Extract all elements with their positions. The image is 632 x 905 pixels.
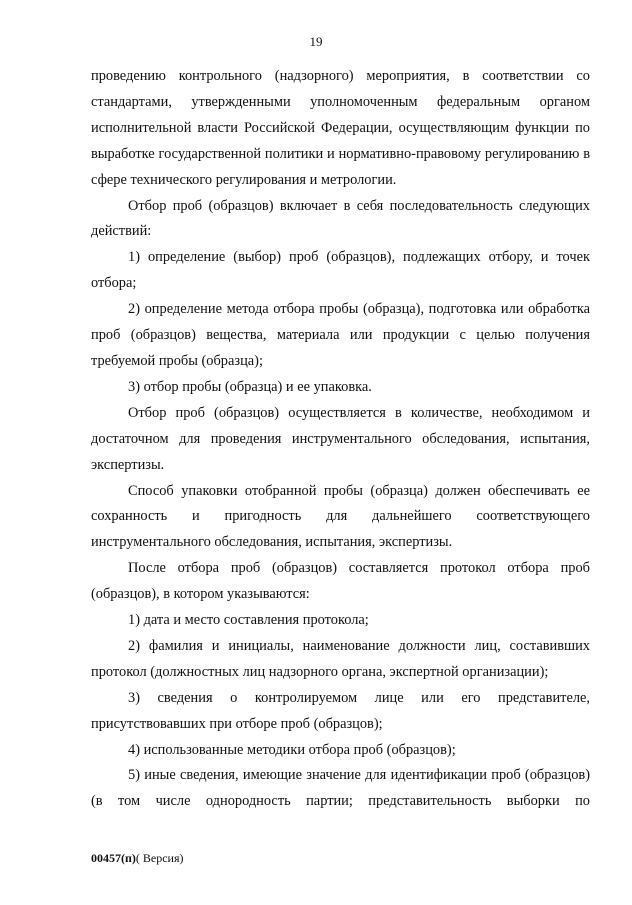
document-body	[91, 64, 590, 815]
paragraph: Отбор проб (образцов) осуществляется в количестве, необходимом и достаточном для проведения инструментального обследования, испытания, экспертизы.	[91, 404, 590, 473]
page-number: 19	[309, 34, 323, 49]
paragraph: После отбора проб (образцов) составляется протокол отбора проб (образцов), в котором указываются:	[91, 560, 590, 603]
list-item: 1) дата и место составления протокола;	[128, 612, 369, 629]
list-item: 2) фамилия и инициалы, наименование должности лиц, составивших протокол (должностных лиц надзорного органа, экспертной организации);	[91, 637, 590, 680]
paragraph: Отбор проб (образцов) включает в себя последовательность следующих действий:	[91, 197, 590, 240]
footer-document-code	[91, 851, 184, 866]
list-item: 3) сведения о контролируемом лице или его представителе, присутствовавших при отборе проб (образцов);	[91, 689, 590, 732]
list-item: 1) определение (выбор) проб (образцов), подлежащих отбору, и точек отбора;	[91, 249, 590, 292]
list-item: 4) использованные методики отбора проб (образцов);	[128, 741, 456, 758]
list-item: 3) отбор пробы (образца) и ее упаковка.	[128, 378, 372, 395]
list-item: 5) иные сведения, имеющие значение для идентификации проб (образцов) (в том числе однородность партии; представительность выборки по	[91, 767, 590, 810]
list-item: 2) определение метода отбора пробы (образца), подготовка или обработка проб (образцов) вещества, материала или продукции с целью получения требуемой пробы (образца);	[91, 301, 590, 369]
document-code: 00457(п)	[91, 851, 136, 865]
paragraph: проведению контрольного (надзорного) мероприятия, в соответствии со стандартами, утвержденными уполномоченным федеральным органом исполнительной власти Российской Федерации, осуществляющим функции по выработке государственной политики и нормативно-правовому регулированию в сфере технического регулирования и метрологии.	[91, 68, 590, 188]
document-version: ( Версия)	[135, 851, 184, 865]
paragraph: Способ упаковки отобранной пробы (образца) должен обеспечивать ее сохранность и пригодность для дальнейшего соответствующего инструментального обследования, испытания, экспертизы.	[91, 482, 590, 551]
